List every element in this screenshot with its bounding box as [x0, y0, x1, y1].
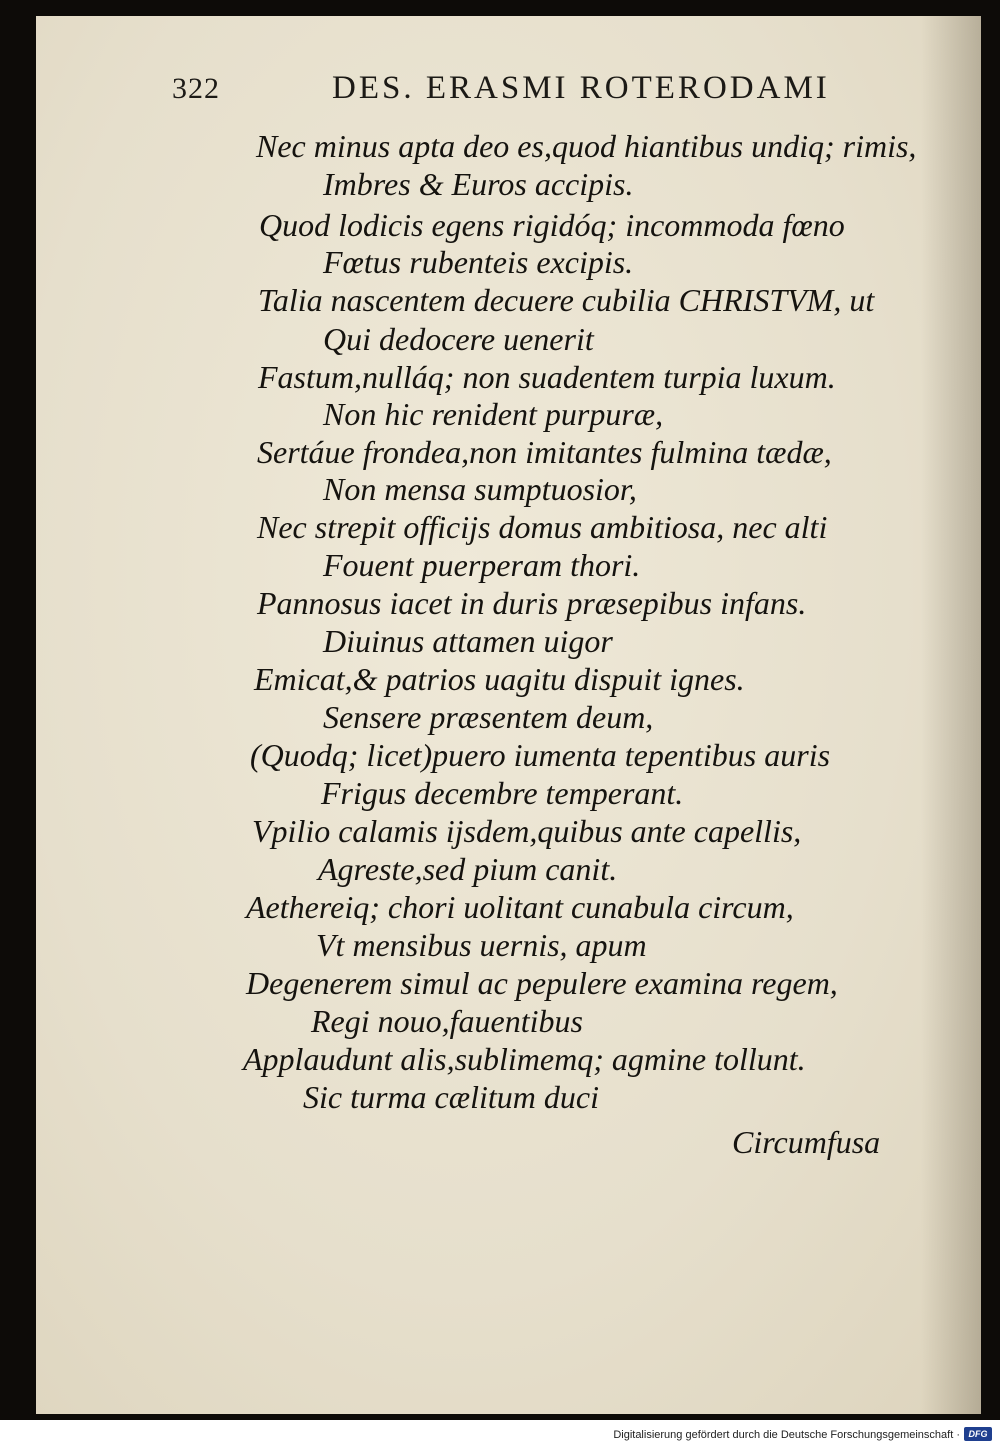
- verse-line: Applaudunt alis,sublimemq; agmine tollunt.: [243, 1041, 806, 1077]
- verse-line: Degenerem simul ac pepulere examina regem,: [246, 965, 838, 1001]
- verse-line: Regi nouo,fauentibus: [311, 1003, 583, 1039]
- verse-line: Qui dedocere uenerit: [323, 321, 594, 357]
- verse-line: Imbres & Euros accipis.: [323, 166, 634, 202]
- verse-line: Diuinus attamen uigor: [323, 623, 613, 659]
- verse-line: Non hic renident purpuræ,: [323, 396, 664, 432]
- verse-line: Quod lodicis egens rigidóq; incommoda fœno: [259, 207, 845, 243]
- verse-line: Vt mensibus uernis, apum: [316, 927, 647, 963]
- page-gutter-shadow: [921, 16, 981, 1414]
- verse-line: Pannosus iacet in duris præsepibus infans.: [257, 585, 807, 621]
- page-number: 322: [172, 72, 220, 105]
- verse-line: Sensere præsentem deum,: [323, 699, 654, 735]
- verse-line: Fœtus rubenteis excipis.: [323, 244, 634, 280]
- verse-line: Nec strepit officijs domus ambitiosa, nec alti: [257, 509, 828, 545]
- verse-line: Emicat,& patrios uagitu dispuit ignes.: [254, 661, 745, 697]
- verse-line: (Quodq; licet)puero iumenta tepentibus auris: [250, 737, 831, 773]
- digitization-credit: Digitalisierung gefördert durch die Deutsche Forschungsgemeinschaft ·: [613, 1429, 960, 1441]
- dfg-logo-text: DFG: [968, 1429, 988, 1439]
- verse-line: Nec minus apta deo es,quod hiantibus undiq; rimis,: [256, 128, 917, 164]
- verse-line: Fouent puerperam thori.: [323, 547, 641, 583]
- verse-line: Aethereiq; chori uolitant cunabula circum,: [246, 889, 794, 925]
- verse-line: Fastum,nulláq; non suadentem turpia luxum.: [258, 359, 836, 395]
- verse-line: Non mensa sumptuosior,: [323, 471, 637, 507]
- verse-line: Frigus decembre temperant.: [321, 775, 684, 811]
- verse-line: Sertáue frondea,non imitantes fulmina tædæ,: [257, 434, 832, 470]
- verse-line: Vpilio calamis ijsdem,quibus ante capellis,: [252, 813, 802, 849]
- catchword: Circumfusa: [732, 1124, 881, 1160]
- verse-line: Talia nascentem decuere cubilia CHRISTVM, ut: [258, 282, 875, 318]
- verse-line: Agreste,sed pium canit.: [318, 851, 618, 887]
- verse-line: Sic turma cælitum duci: [303, 1079, 599, 1115]
- running-head: DES. ERASMI ROTERODAMI: [332, 70, 830, 106]
- dfg-logo[interactable]: [964, 1427, 992, 1441]
